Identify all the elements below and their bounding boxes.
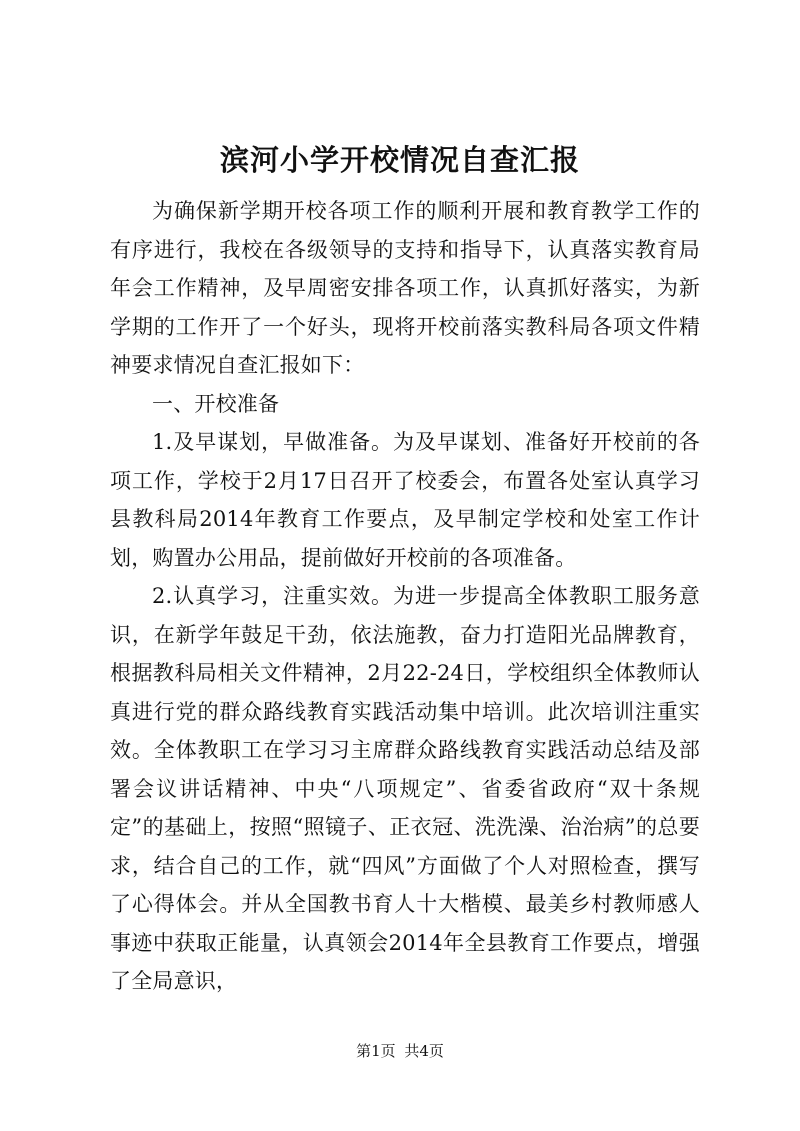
page-number: 第1页: [356, 1042, 396, 1060]
body-paragraph: 1.及早谋划，早做准备。为及早谋划、准备好开校前的各项工作，学校于2月17日召开了校委会，布置各处室认真学习县教科局2014年教育工作要点，及早制定学校和处室工作计划，购置办公用品，提前做好开校前的各项准备。: [110, 430, 700, 570]
document-title: 滨河小学开校情况自查汇报: [219, 143, 580, 177]
intro-paragraph: 为确保新学期开校各项工作的顺利开展和教育教学工作的有序进行，我校在各级领导的支持和指导下，认真落实教育局年会工作精神，及早周密安排各项工作，认真抓好落实，为新学期的工作开了一个好头，现将开校前落实教科局各项文件精神要求情况自查汇报如下：: [110, 199, 700, 377]
section-heading: 一、开校准备: [152, 391, 280, 416]
body-paragraph: 2.认真学习，注重实效。为进一步提高全体教职工服务意识，在新学年鼓足干劲，依法施教，奋力打造阳光品牌教育，根据教科局相关文件精神，2月22-24日，学校组织全体教师认真进行党的群众路线教育实践活动集中培训。此次培训注重实效。全体教职工在学习习主席群众路线教育实践活动总结及部署会议讲话精神、中央“八项规定”、省委省政府“双十条规定”的基础上，按照“照镜子、正衣冠、洗洗澡、治治病”的总要求，结合自己的工作，就“四风”方面做了个人对照检查，撰写了心得体会。并从全国教书育人十大楷模、最美乡村教师感人事迹中获取正能量，认真领会2014年全县教育工作要点，增强了全局意识，: [110, 584, 700, 993]
page-footer: [0, 1041, 800, 1061]
document-body: [110, 192, 700, 1001]
page-total: 共4页: [404, 1042, 444, 1060]
